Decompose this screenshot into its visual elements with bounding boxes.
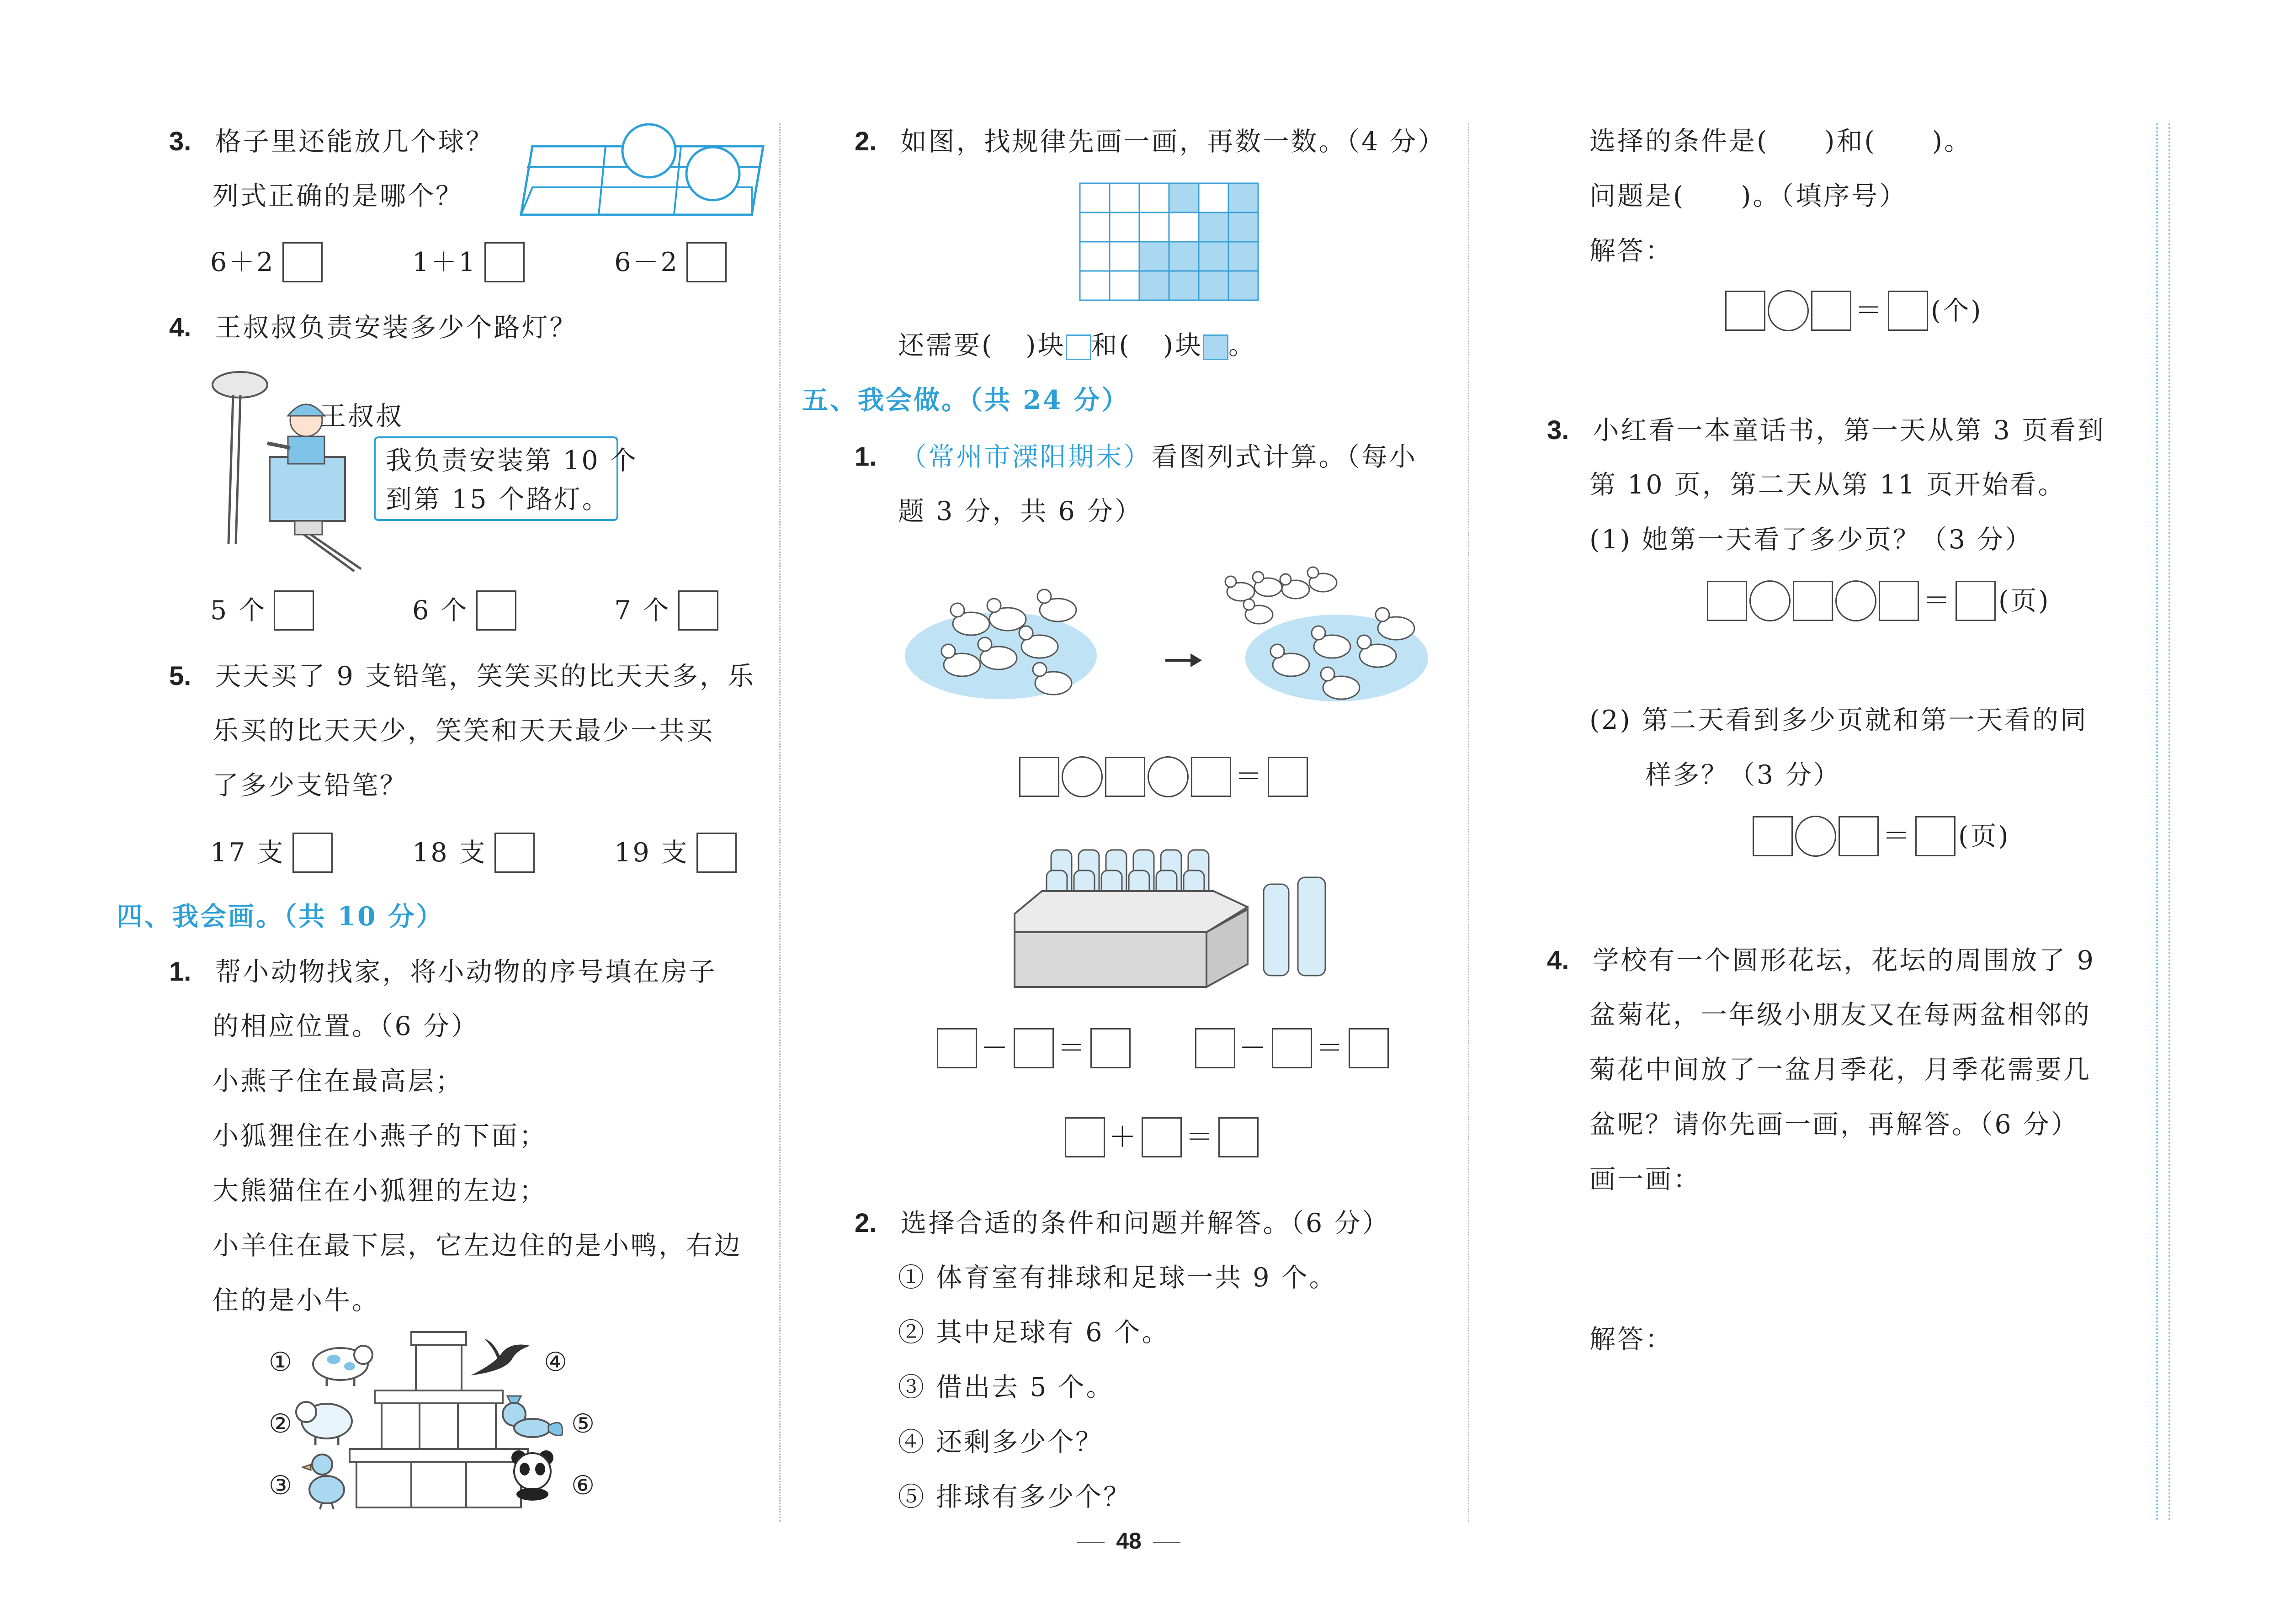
panda-icon — [507, 1446, 558, 1501]
answer-box[interactable] — [1915, 816, 1956, 856]
s5-q2 — [855, 1209, 1390, 1238]
answer-box[interactable] — [1725, 291, 1765, 331]
equation-day1 — [1707, 580, 2050, 621]
question-number: 2. — [855, 127, 877, 156]
question-text: 帮小动物找家，将小动物的序号填在房子 — [215, 957, 717, 987]
blue-cell — [1228, 271, 1258, 300]
equals-sign: ＝ — [1185, 1121, 1215, 1153]
white-cell — [1110, 212, 1139, 242]
blue-cell — [1139, 242, 1169, 271]
answer-box[interactable] — [1268, 757, 1308, 797]
answer-box[interactable] — [292, 833, 333, 873]
r-q3-sub1: (1) 她第一天看了多少页？（3 分） — [1589, 525, 2033, 555]
ball-grid-illustration — [519, 123, 765, 219]
animal-label-2: ② — [269, 1409, 294, 1439]
animal-label-3: ③ — [269, 1470, 294, 1501]
rule-1: 小燕子住在最高层； — [213, 1066, 463, 1096]
answer-box[interactable] — [1707, 581, 1747, 621]
white-cell — [1080, 212, 1110, 242]
binding-line-2 — [2168, 123, 2170, 1522]
blue-cell — [1199, 212, 1228, 242]
question-number: 2. — [855, 1208, 877, 1238]
cow-icon — [306, 1337, 375, 1387]
option-c: 6－2 — [614, 242, 727, 282]
column-divider-1 — [779, 123, 781, 1522]
answer-box[interactable] — [484, 242, 525, 282]
speech-line-1: 我负责安装第 10 个 — [386, 446, 638, 476]
speech-bubble — [374, 436, 638, 521]
r-q4-line3: 菊花中间放了一盆月季花，月季花需要几 — [1589, 1055, 2091, 1085]
question-text: 小红看一本童话书，第一天从第 3 页看到 — [1593, 415, 2106, 446]
q4 — [169, 313, 578, 342]
m-q2-answer: 还需要( )块 和( )块 。 — [898, 330, 1256, 361]
equation-day2 — [1753, 816, 2010, 857]
question-text: 如图，找规律先画一画，再数一数。（4 分） — [900, 127, 1446, 157]
answer-box[interactable] — [686, 242, 727, 282]
white-cell — [1169, 212, 1199, 242]
page-number: 48 — [1065, 1528, 1193, 1554]
r-q3-sub2a: (2) 第二天看到多少页就和第一天看的同 — [1589, 705, 2088, 735]
blue-cell — [1169, 271, 1199, 300]
white-cell — [1080, 271, 1110, 300]
column-divider-2 — [1468, 123, 1469, 1522]
answer-box[interactable] — [1191, 757, 1231, 797]
binding-line-1 — [2156, 123, 2158, 1522]
s5-q1 — [855, 442, 1417, 472]
rule-3: 大熊猫住在小狐狸的左边； — [213, 1176, 547, 1206]
answer-box[interactable] — [476, 590, 516, 631]
option-a: 5 个 — [210, 590, 402, 631]
question-text: 看图列式计算。（每小 — [1151, 442, 1417, 472]
white-cell — [1110, 183, 1139, 212]
q3-text2: 列式正确的是哪个？ — [213, 181, 463, 211]
option-b: 18 支 — [412, 833, 604, 873]
equals-sign: ＝ — [1923, 585, 1952, 617]
question-text: 王叔叔负责安装多少个路灯？ — [215, 313, 578, 343]
question-number: 1. — [855, 442, 877, 472]
white-block-icon — [1066, 334, 1091, 360]
blue-cell — [1139, 271, 1169, 300]
duck-icon — [302, 1451, 347, 1510]
white-cell — [1080, 183, 1110, 212]
equals-sign: ＝ — [1235, 761, 1264, 793]
option-b: 6 个 — [412, 590, 604, 631]
blue-cell — [1169, 242, 1199, 271]
operator-circle[interactable] — [1062, 756, 1103, 797]
equation-ducks — [1019, 756, 1308, 797]
answer-box[interactable] — [1888, 291, 1928, 331]
option-c: 7 个 — [614, 590, 718, 631]
animal-label-1: ① — [269, 1347, 294, 1377]
r-q3-line2: 第 10 页，第二天从第 11 页开始看。 — [1589, 470, 2066, 500]
answer-box[interactable] — [1019, 757, 1059, 797]
question-text: 学校有一个圆形花坛，花坛的周围放了 9 — [1593, 945, 2095, 976]
q3 — [169, 127, 494, 156]
question-number: 3. — [1547, 415, 1569, 445]
blue-block-icon — [1203, 334, 1228, 360]
q3-options — [210, 242, 727, 282]
white-cell — [1110, 271, 1139, 300]
animal-label-4: ④ — [544, 1347, 569, 1377]
fox-icon — [489, 1389, 567, 1444]
question-number: 4. — [1547, 945, 1569, 975]
equation-bottles-3 — [1065, 1117, 1259, 1157]
option-c: 19 支 — [614, 833, 737, 873]
r-q3-sub2b: 样多？（3 分） — [1645, 760, 1841, 790]
r-q4 — [1547, 946, 2095, 975]
question-4: ④ 还剩多少个？ — [898, 1427, 1104, 1457]
answer-box[interactable] — [1839, 816, 1879, 856]
s4-q1 — [169, 957, 717, 987]
rule-2: 小狐狸住在小燕子的下面； — [213, 1121, 547, 1151]
section-4-heading: 四、我会画。（共 10 分） — [117, 901, 444, 932]
minus-sign: － — [981, 1032, 1010, 1064]
operator-circle[interactable] — [1749, 580, 1791, 621]
white-cell — [1139, 183, 1169, 212]
answer-label-2: 解答： — [1589, 1324, 1673, 1354]
q5 — [169, 662, 755, 691]
s5-q1-line2: 题 3 分，共 6 分） — [898, 496, 1143, 526]
white-cell — [1080, 242, 1110, 271]
blue-cell — [1228, 242, 1258, 271]
question-number: 5. — [169, 661, 191, 691]
option-a: 6＋2 — [210, 242, 402, 282]
equals-sign: ＝ — [1057, 1032, 1087, 1064]
answer-box[interactable] — [1753, 816, 1793, 856]
answer-box[interactable] — [1195, 1028, 1235, 1068]
sheep-icon — [292, 1391, 356, 1446]
answer-box[interactable] — [937, 1028, 977, 1068]
section-5-heading: 五、我会做。（共 24 分） — [802, 385, 1130, 415]
question-number: 4. — [169, 313, 191, 342]
swallow-icon — [466, 1337, 535, 1382]
condition-2: ② 其中足球有 6 个。 — [898, 1317, 1170, 1348]
draw-label: 画一画： — [1589, 1164, 1701, 1194]
s4-q1-line2: 的相应位置。（6 分） — [213, 1011, 479, 1041]
operator-circle[interactable] — [1768, 290, 1809, 331]
animal-label-6: ⑥ — [571, 1470, 597, 1501]
r-q4-line4: 盆呢？请你先画一画，再解答。（6 分） — [1589, 1109, 2079, 1140]
answer-box[interactable] — [1879, 581, 1919, 621]
white-cell — [1139, 212, 1169, 242]
blue-cell — [1228, 183, 1258, 212]
equals-sign: ＝ — [1316, 1032, 1345, 1064]
unit-label: (页) — [1998, 585, 2051, 616]
blue-cell — [1228, 212, 1258, 242]
block-pattern-grid — [1079, 182, 1261, 303]
m-q2 — [855, 127, 1445, 156]
blue-cell — [1199, 271, 1228, 300]
question-text: 格子里还能放几个球？ — [215, 127, 494, 157]
choose-question-line: 问题是( )。（填序号） — [1589, 181, 1907, 211]
question-source: （常州市溧阳期末） — [900, 442, 1152, 472]
answer-box[interactable] — [1218, 1117, 1259, 1157]
answer-box[interactable] — [1105, 757, 1145, 797]
minus-sign: － — [1239, 1032, 1268, 1064]
question-5: ⑤ 排球有多少个？ — [898, 1482, 1132, 1512]
unit-label: (个) — [1931, 295, 1983, 326]
equals-sign: ＝ — [1882, 820, 1912, 852]
operator-circle[interactable] — [1835, 580, 1876, 621]
question-number: 1. — [169, 957, 191, 987]
answer-box[interactable] — [1065, 1117, 1105, 1157]
operator-circle[interactable] — [1795, 816, 1836, 857]
equation-bottles-2 — [1195, 1028, 1389, 1068]
choose-condition-line: 选择的条件是( )和( )。 — [1589, 126, 1972, 156]
q5-line2: 乐买的比天天少，笑笑和天天最少一共买 — [213, 716, 714, 746]
option-a: 17 支 — [210, 833, 402, 873]
water-bottles-illustration — [1010, 841, 1339, 992]
white-cell — [1110, 242, 1139, 271]
condition-1: ① 体育室有排球和足球一共 9 个。 — [898, 1263, 1337, 1293]
answer-box[interactable] — [1793, 581, 1833, 621]
answer-box[interactable] — [696, 833, 737, 873]
answer-box[interactable] — [1349, 1028, 1389, 1068]
answer-box[interactable] — [494, 833, 535, 873]
answer-box[interactable] — [1272, 1028, 1312, 1068]
option-b: 1＋1 — [412, 242, 604, 282]
worker-name-label: 王叔叔 — [320, 401, 404, 431]
question-number: 3. — [169, 127, 191, 156]
plus-sign: ＋ — [1109, 1121, 1138, 1153]
rule-4: 小羊住在最下层，它左边住的是小鸭，右边 — [213, 1231, 742, 1261]
operator-circle[interactable] — [1148, 756, 1189, 797]
condition-3: ③ 借出去 5 个。 — [898, 1372, 1114, 1402]
answer-box[interactable] — [1090, 1028, 1131, 1068]
answer-box[interactable] — [1142, 1117, 1182, 1157]
r-q4-line2: 盆菊花，一年级小朋友又在每两盆相邻的 — [1589, 1000, 2091, 1030]
q5-options — [210, 833, 737, 873]
q4-options — [210, 590, 718, 631]
q5-line3: 了多少支铅笔？ — [213, 770, 408, 801]
white-cell — [1199, 183, 1228, 212]
equation-sports — [1725, 290, 1982, 331]
equation-bottles-1 — [937, 1028, 1131, 1068]
answer-label: 解答： — [1589, 236, 1673, 266]
blue-cell — [1169, 183, 1199, 212]
question-text: 天天买了 9 支铅笔，笑笑买的比天天多，乐 — [215, 661, 756, 691]
answer-box[interactable] — [678, 590, 718, 631]
answer-box[interactable] — [282, 242, 323, 282]
streetlight-worker-illustration — [201, 366, 375, 576]
answer-box[interactable] — [1014, 1028, 1054, 1068]
r-q3 — [1547, 416, 2105, 445]
rule-5: 住的是小牛。 — [213, 1285, 380, 1316]
answer-box[interactable] — [274, 590, 314, 631]
question-text: 选择合适的条件和问题并解答。（6 分） — [900, 1208, 1390, 1238]
unit-label: (页) — [1958, 821, 2010, 851]
answer-box[interactable] — [1956, 581, 1996, 621]
blue-cell — [1199, 242, 1228, 271]
ducks-illustration — [903, 555, 1442, 711]
equals-sign: ＝ — [1855, 295, 1884, 327]
animal-label-5: ⑤ — [571, 1409, 597, 1439]
answer-box[interactable] — [1811, 291, 1851, 331]
speech-line-2: 到第 15 个路灯。 — [386, 484, 610, 515]
